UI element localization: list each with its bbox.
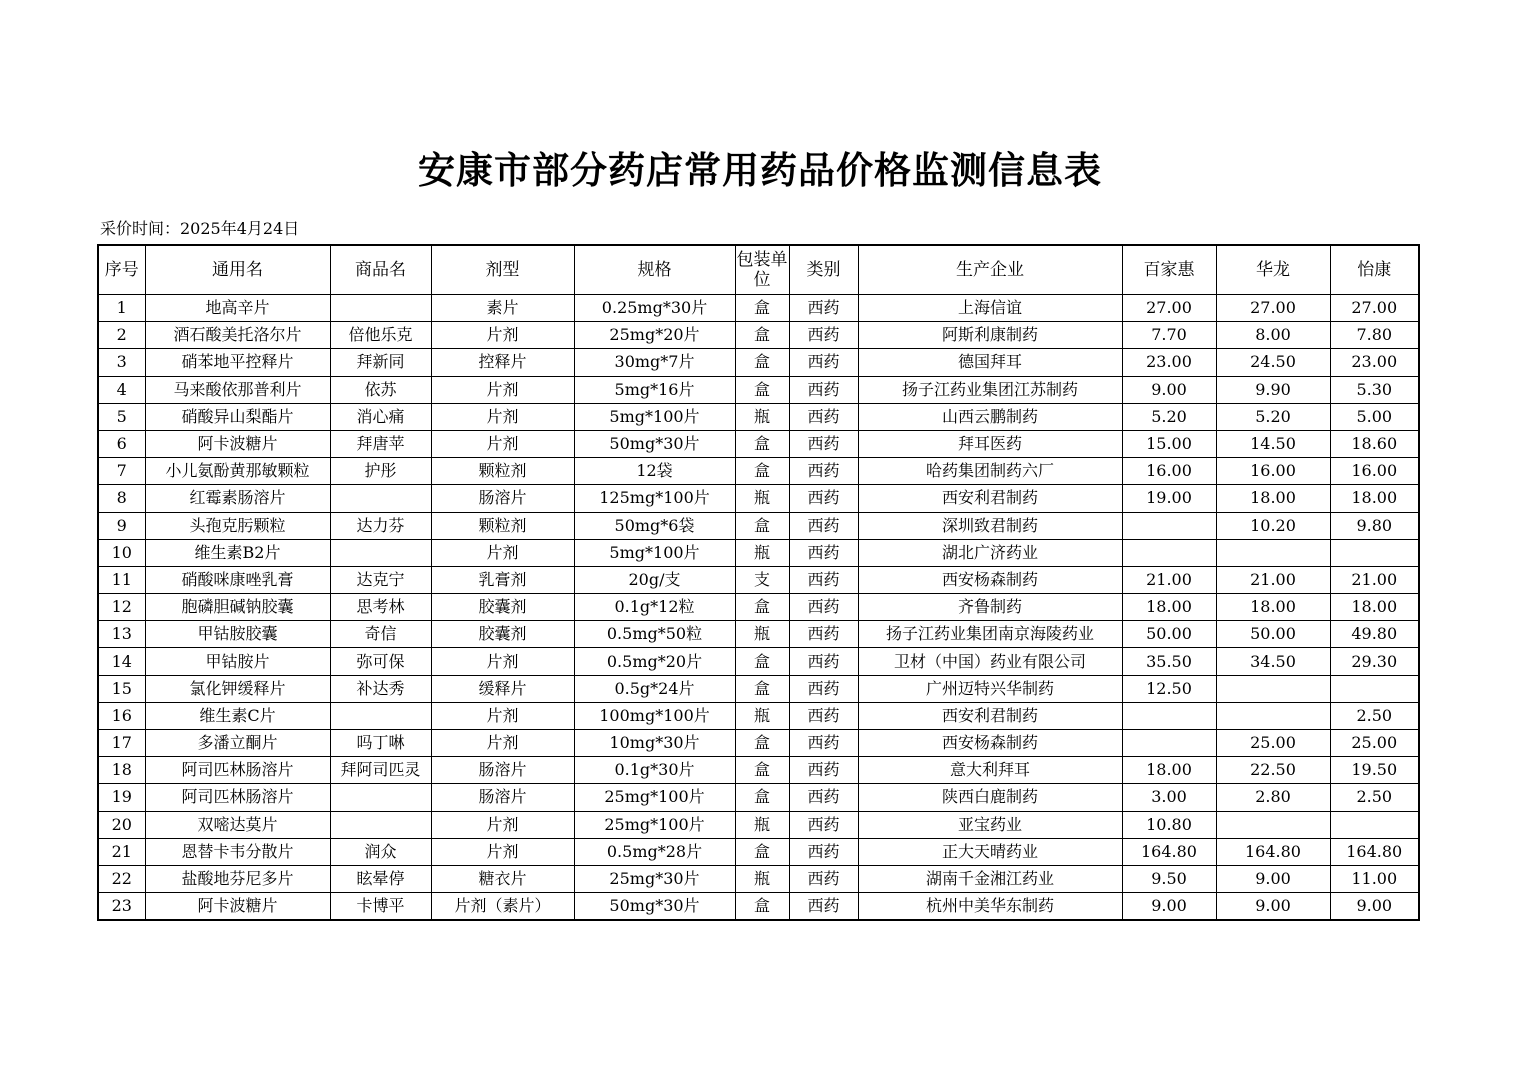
- cell-brand-name: [330, 485, 431, 512]
- cell-dosage-form: 颗粒剂: [431, 512, 574, 539]
- cell-price-hualong: 9.90: [1216, 376, 1330, 403]
- cell-price-baijiahui: 5.20: [1122, 403, 1216, 430]
- cell-price-baijiahui: 21.00: [1122, 566, 1216, 593]
- cell-specification: 0.1g*30片: [574, 757, 735, 784]
- cell-category: 西药: [789, 295, 858, 322]
- cell-generic-name: 多潘立酮片: [145, 730, 330, 757]
- cell-price-hualong: [1216, 702, 1330, 729]
- cell-generic-name: 阿司匹林肠溶片: [145, 757, 330, 784]
- cell-dosage-form: 糖衣片: [431, 865, 574, 892]
- table-row: [98, 322, 1419, 349]
- cell-index: 17: [98, 730, 145, 757]
- cell-price-hualong: 24.50: [1216, 349, 1330, 376]
- table-row: [98, 403, 1419, 430]
- cell-price-yikang: 23.00: [1330, 349, 1419, 376]
- cell-price-baijiahui: 27.00: [1122, 295, 1216, 322]
- cell-brand-name: 倍他乐克: [330, 322, 431, 349]
- table-row: [98, 675, 1419, 702]
- cell-manufacturer: 哈药集团制药六厂: [858, 458, 1122, 485]
- cell-category: 西药: [789, 893, 858, 921]
- cell-generic-name: 维生素C片: [145, 702, 330, 729]
- cell-price-yikang: 21.00: [1330, 566, 1419, 593]
- cell-price-baijiahui: 12.50: [1122, 675, 1216, 702]
- cell-dosage-form: 片剂: [431, 648, 574, 675]
- header-brand-name: 商品名: [330, 245, 431, 295]
- header-category: 类别: [789, 245, 858, 295]
- cell-price-yikang: 2.50: [1330, 702, 1419, 729]
- cell-brand-name: 达力芬: [330, 512, 431, 539]
- cell-category: 西药: [789, 376, 858, 403]
- cell-index: 11: [98, 566, 145, 593]
- cell-price-yikang: 18.00: [1330, 594, 1419, 621]
- cell-generic-name: 维生素B2片: [145, 539, 330, 566]
- cell-price-baijiahui: 164.80: [1122, 838, 1216, 865]
- cell-price-hualong: 18.00: [1216, 594, 1330, 621]
- cell-manufacturer: 杭州中美华东制药: [858, 893, 1122, 921]
- cell-package-unit: 盒: [735, 512, 789, 539]
- cell-index: 19: [98, 784, 145, 811]
- cell-index: 13: [98, 621, 145, 648]
- table-row: [98, 539, 1419, 566]
- cell-manufacturer: 湖南千金湘江药业: [858, 865, 1122, 892]
- cell-generic-name: 恩替卡韦分散片: [145, 838, 330, 865]
- cell-manufacturer: 陕西白鹿制药: [858, 784, 1122, 811]
- cell-dosage-form: 片剂: [431, 539, 574, 566]
- cell-specification: 0.5mg*20片: [574, 648, 735, 675]
- cell-price-yikang: 49.80: [1330, 621, 1419, 648]
- cell-price-yikang: 7.80: [1330, 322, 1419, 349]
- cell-category: 西药: [789, 648, 858, 675]
- cell-price-yikang: 5.30: [1330, 376, 1419, 403]
- cell-price-baijiahui: 15.00: [1122, 430, 1216, 457]
- header-generic-name: 通用名: [145, 245, 330, 295]
- cell-generic-name: 甲钴胺片: [145, 648, 330, 675]
- cell-price-baijiahui: [1122, 730, 1216, 757]
- cell-brand-name: 卡博平: [330, 893, 431, 921]
- cell-price-yikang: 27.00: [1330, 295, 1419, 322]
- cell-category: 西药: [789, 458, 858, 485]
- cell-index: 21: [98, 838, 145, 865]
- cell-category: 西药: [789, 865, 858, 892]
- cell-manufacturer: 山西云鹏制药: [858, 403, 1122, 430]
- cell-manufacturer: 亚宝药业: [858, 811, 1122, 838]
- cell-specification: 10mg*30片: [574, 730, 735, 757]
- cell-price-baijiahui: [1122, 702, 1216, 729]
- cell-generic-name: 红霉素肠溶片: [145, 485, 330, 512]
- table-row: [98, 485, 1419, 512]
- cell-dosage-form: 片剂: [431, 376, 574, 403]
- cell-dosage-form: 片剂: [431, 322, 574, 349]
- cell-index: 7: [98, 458, 145, 485]
- cell-specification: 0.5mg*28片: [574, 838, 735, 865]
- header-specification: 规格: [574, 245, 735, 295]
- cell-generic-name: 酒石酸美托洛尔片: [145, 322, 330, 349]
- cell-package-unit: 盒: [735, 757, 789, 784]
- cell-index: 2: [98, 322, 145, 349]
- cell-brand-name: [330, 539, 431, 566]
- cell-manufacturer: 西安杨森制药: [858, 566, 1122, 593]
- cell-package-unit: 盒: [735, 322, 789, 349]
- cell-category: 西药: [789, 784, 858, 811]
- cell-price-yikang: [1330, 675, 1419, 702]
- cell-generic-name: 双嘧达莫片: [145, 811, 330, 838]
- cell-package-unit: 盒: [735, 376, 789, 403]
- cell-price-baijiahui: 9.00: [1122, 893, 1216, 921]
- cell-category: 西药: [789, 757, 858, 784]
- cell-price-yikang: 5.00: [1330, 403, 1419, 430]
- cell-package-unit: 瓶: [735, 403, 789, 430]
- cell-price-baijiahui: 3.00: [1122, 784, 1216, 811]
- cell-dosage-form: 颗粒剂: [431, 458, 574, 485]
- cell-generic-name: 硝酸咪康唑乳膏: [145, 566, 330, 593]
- cell-price-baijiahui: 18.00: [1122, 757, 1216, 784]
- table-row: [98, 458, 1419, 485]
- header-manufacturer: 生产企业: [858, 245, 1122, 295]
- cell-category: 西药: [789, 485, 858, 512]
- cell-category: 西药: [789, 512, 858, 539]
- cell-price-yikang: 19.50: [1330, 757, 1419, 784]
- cell-package-unit: 瓶: [735, 621, 789, 648]
- cell-brand-name: 奇信: [330, 621, 431, 648]
- table-body: [98, 295, 1419, 921]
- header-index: 序号: [98, 245, 145, 295]
- cell-category: 西药: [789, 811, 858, 838]
- cell-manufacturer: 扬子江药业集团南京海陵药业: [858, 621, 1122, 648]
- cell-brand-name: 弥可保: [330, 648, 431, 675]
- cell-dosage-form: 胶囊剂: [431, 621, 574, 648]
- cell-price-yikang: 18.00: [1330, 485, 1419, 512]
- cell-category: 西药: [789, 838, 858, 865]
- cell-specification: 25mg*20片: [574, 322, 735, 349]
- cell-price-baijiahui: 9.00: [1122, 376, 1216, 403]
- cell-price-hualong: 50.00: [1216, 621, 1330, 648]
- cell-specification: 0.25mg*30片: [574, 295, 735, 322]
- cell-price-baijiahui: 19.00: [1122, 485, 1216, 512]
- cell-specification: 25mg*100片: [574, 784, 735, 811]
- cell-package-unit: 盒: [735, 594, 789, 621]
- cell-package-unit: 瓶: [735, 865, 789, 892]
- cell-manufacturer: 湖北广济药业: [858, 539, 1122, 566]
- cell-index: 6: [98, 430, 145, 457]
- cell-generic-name: 地高辛片: [145, 295, 330, 322]
- cell-index: 23: [98, 893, 145, 921]
- cell-price-hualong: 21.00: [1216, 566, 1330, 593]
- cell-package-unit: 瓶: [735, 539, 789, 566]
- cell-category: 西药: [789, 675, 858, 702]
- cell-price-hualong: [1216, 811, 1330, 838]
- cell-brand-name: 达克宁: [330, 566, 431, 593]
- cell-price-hualong: 18.00: [1216, 485, 1330, 512]
- table-row: [98, 648, 1419, 675]
- cell-brand-name: [330, 702, 431, 729]
- cell-package-unit: 盒: [735, 893, 789, 921]
- cell-brand-name: 依苏: [330, 376, 431, 403]
- table-row: [98, 566, 1419, 593]
- table-row: [98, 811, 1419, 838]
- cell-brand-name: 拜阿司匹灵: [330, 757, 431, 784]
- cell-price-baijiahui: 16.00: [1122, 458, 1216, 485]
- cell-package-unit: 盒: [735, 784, 789, 811]
- cell-price-hualong: 27.00: [1216, 295, 1330, 322]
- cell-package-unit: 盒: [735, 838, 789, 865]
- cell-specification: 12袋: [574, 458, 735, 485]
- cell-index: 14: [98, 648, 145, 675]
- cell-index: 20: [98, 811, 145, 838]
- cell-price-baijiahui: 35.50: [1122, 648, 1216, 675]
- cell-specification: 5mg*100片: [574, 539, 735, 566]
- cell-price-hualong: 14.50: [1216, 430, 1330, 457]
- cell-price-hualong: 25.00: [1216, 730, 1330, 757]
- cell-dosage-form: 肠溶片: [431, 485, 574, 512]
- cell-manufacturer: 西安利君制药: [858, 702, 1122, 729]
- cell-category: 西药: [789, 403, 858, 430]
- cell-price-baijiahui: 18.00: [1122, 594, 1216, 621]
- page-title: 安康市部分药店常用药品价格监测信息表: [418, 148, 1102, 192]
- table-header-row: [98, 245, 1419, 295]
- cell-price-baijiahui: 50.00: [1122, 621, 1216, 648]
- cell-index: 16: [98, 702, 145, 729]
- cell-generic-name: 阿司匹林肠溶片: [145, 784, 330, 811]
- cell-dosage-form: 片剂: [431, 838, 574, 865]
- cell-dosage-form: 肠溶片: [431, 784, 574, 811]
- cell-category: 西药: [789, 730, 858, 757]
- table-row: [98, 730, 1419, 757]
- cell-specification: 5mg*16片: [574, 376, 735, 403]
- drug-price-table: [97, 244, 1420, 921]
- cell-package-unit: 盒: [735, 648, 789, 675]
- cell-price-hualong: 10.20: [1216, 512, 1330, 539]
- cell-index: 3: [98, 349, 145, 376]
- cell-package-unit: 盒: [735, 458, 789, 485]
- cell-dosage-form: 片剂: [431, 403, 574, 430]
- cell-category: 西药: [789, 702, 858, 729]
- cell-dosage-form: 肠溶片: [431, 757, 574, 784]
- cell-specification: 100mg*100片: [574, 702, 735, 729]
- cell-index: 8: [98, 485, 145, 512]
- cell-brand-name: 补达秀: [330, 675, 431, 702]
- cell-dosage-form: 片剂: [431, 430, 574, 457]
- cell-manufacturer: 上海信谊: [858, 295, 1122, 322]
- table-row: [98, 430, 1419, 457]
- cell-price-hualong: 164.80: [1216, 838, 1330, 865]
- cell-dosage-form: 控释片: [431, 349, 574, 376]
- cell-index: 10: [98, 539, 145, 566]
- cell-generic-name: 硝苯地平控释片: [145, 349, 330, 376]
- cell-manufacturer: 广州迈特兴华制药: [858, 675, 1122, 702]
- cell-generic-name: 胞磷胆碱钠胶囊: [145, 594, 330, 621]
- header-store-baijiahui: 百家惠: [1122, 245, 1216, 295]
- cell-brand-name: 吗丁啉: [330, 730, 431, 757]
- cell-specification: 5mg*100片: [574, 403, 735, 430]
- cell-dosage-form: 片剂: [431, 702, 574, 729]
- cell-generic-name: 氯化钾缓释片: [145, 675, 330, 702]
- cell-specification: 0.1g*12粒: [574, 594, 735, 621]
- cell-dosage-form: 片剂: [431, 811, 574, 838]
- cell-brand-name: 思考林: [330, 594, 431, 621]
- cell-dosage-form: 片剂（素片）: [431, 893, 574, 921]
- cell-specification: 125mg*100片: [574, 485, 735, 512]
- table-row: [98, 512, 1419, 539]
- cell-index: 4: [98, 376, 145, 403]
- cell-category: 西药: [789, 594, 858, 621]
- cell-price-hualong: [1216, 539, 1330, 566]
- cell-package-unit: 瓶: [735, 702, 789, 729]
- cell-specification: 20g/支: [574, 566, 735, 593]
- cell-price-yikang: 25.00: [1330, 730, 1419, 757]
- cell-price-hualong: [1216, 675, 1330, 702]
- cell-generic-name: 头孢克肟颗粒: [145, 512, 330, 539]
- cell-index: 9: [98, 512, 145, 539]
- cell-dosage-form: 片剂: [431, 730, 574, 757]
- cell-price-hualong: 22.50: [1216, 757, 1330, 784]
- cell-package-unit: 瓶: [735, 811, 789, 838]
- cell-specification: 50mg*30片: [574, 893, 735, 921]
- cell-specification: 25mg*30片: [574, 865, 735, 892]
- cell-manufacturer: 拜耳医药: [858, 430, 1122, 457]
- cell-generic-name: 硝酸异山梨酯片: [145, 403, 330, 430]
- cell-manufacturer: 阿斯利康制药: [858, 322, 1122, 349]
- table-row: [98, 295, 1419, 322]
- cell-category: 西药: [789, 322, 858, 349]
- table-row: [98, 757, 1419, 784]
- cell-manufacturer: 正大天晴药业: [858, 838, 1122, 865]
- cell-dosage-form: 乳膏剂: [431, 566, 574, 593]
- table-row: [98, 865, 1419, 892]
- cell-price-yikang: 164.80: [1330, 838, 1419, 865]
- cell-price-yikang: [1330, 811, 1419, 838]
- cell-price-hualong: 9.00: [1216, 893, 1330, 921]
- cell-price-hualong: 9.00: [1216, 865, 1330, 892]
- cell-package-unit: 盒: [735, 675, 789, 702]
- cell-generic-name: 阿卡波糖片: [145, 430, 330, 457]
- cell-index: 1: [98, 295, 145, 322]
- cell-price-hualong: 2.80: [1216, 784, 1330, 811]
- cell-dosage-form: 缓释片: [431, 675, 574, 702]
- cell-package-unit: 瓶: [735, 485, 789, 512]
- cell-category: 西药: [789, 621, 858, 648]
- cell-manufacturer: 深圳致君制药: [858, 512, 1122, 539]
- cell-price-yikang: 9.00: [1330, 893, 1419, 921]
- price-date-label: 采价时间：2025年4月24日: [100, 219, 300, 238]
- cell-brand-name: 润众: [330, 838, 431, 865]
- cell-brand-name: [330, 295, 431, 322]
- header-store-yikang: 怡康: [1330, 245, 1419, 295]
- table-row: [98, 893, 1419, 921]
- cell-brand-name: 眩晕停: [330, 865, 431, 892]
- cell-generic-name: 甲钴胺胶囊: [145, 621, 330, 648]
- cell-dosage-form: 素片: [431, 295, 574, 322]
- cell-index: 5: [98, 403, 145, 430]
- cell-category: 西药: [789, 566, 858, 593]
- cell-manufacturer: 西安杨森制药: [858, 730, 1122, 757]
- cell-package-unit: 盒: [735, 349, 789, 376]
- cell-price-baijiahui: [1122, 512, 1216, 539]
- cell-price-hualong: 5.20: [1216, 403, 1330, 430]
- cell-price-yikang: 29.30: [1330, 648, 1419, 675]
- cell-category: 西药: [789, 539, 858, 566]
- cell-brand-name: 拜新同: [330, 349, 431, 376]
- cell-package-unit: 盒: [735, 430, 789, 457]
- header-package-unit: 包装单位: [735, 245, 789, 295]
- cell-index: 15: [98, 675, 145, 702]
- cell-index: 12: [98, 594, 145, 621]
- cell-generic-name: 小儿氨酚黄那敏颗粒: [145, 458, 330, 485]
- cell-price-hualong: 34.50: [1216, 648, 1330, 675]
- cell-price-baijiahui: 10.80: [1122, 811, 1216, 838]
- cell-price-baijiahui: 7.70: [1122, 322, 1216, 349]
- table-row: [98, 784, 1419, 811]
- cell-package-unit: 盒: [735, 730, 789, 757]
- cell-price-yikang: 18.60: [1330, 430, 1419, 457]
- cell-manufacturer: 扬子江药业集团江苏制药: [858, 376, 1122, 403]
- cell-price-baijiahui: 9.50: [1122, 865, 1216, 892]
- cell-manufacturer: 意大利拜耳: [858, 757, 1122, 784]
- cell-dosage-form: 胶囊剂: [431, 594, 574, 621]
- cell-manufacturer: 卫材（中国）药业有限公司: [858, 648, 1122, 675]
- table-row: [98, 702, 1419, 729]
- cell-brand-name: [330, 811, 431, 838]
- table-row: [98, 594, 1419, 621]
- cell-generic-name: 马来酸依那普利片: [145, 376, 330, 403]
- table-row: [98, 621, 1419, 648]
- cell-manufacturer: 齐鲁制药: [858, 594, 1122, 621]
- cell-price-yikang: 2.50: [1330, 784, 1419, 811]
- header-store-hualong: 华龙: [1216, 245, 1330, 295]
- cell-manufacturer: 德国拜耳: [858, 349, 1122, 376]
- cell-index: 22: [98, 865, 145, 892]
- cell-manufacturer: 西安利君制药: [858, 485, 1122, 512]
- cell-category: 西药: [789, 349, 858, 376]
- cell-price-yikang: 11.00: [1330, 865, 1419, 892]
- cell-package-unit: 支: [735, 566, 789, 593]
- cell-specification: 0.5g*24片: [574, 675, 735, 702]
- cell-generic-name: 盐酸地芬尼多片: [145, 865, 330, 892]
- table-row: [98, 349, 1419, 376]
- cell-price-hualong: 8.00: [1216, 322, 1330, 349]
- cell-package-unit: 盒: [735, 295, 789, 322]
- cell-price-yikang: 16.00: [1330, 458, 1419, 485]
- cell-specification: 0.5mg*50粒: [574, 621, 735, 648]
- cell-generic-name: 阿卡波糖片: [145, 893, 330, 921]
- cell-specification: 50mg*6袋: [574, 512, 735, 539]
- cell-brand-name: [330, 784, 431, 811]
- cell-price-yikang: 9.80: [1330, 512, 1419, 539]
- cell-price-yikang: [1330, 539, 1419, 566]
- table-row: [98, 838, 1419, 865]
- cell-specification: 25mg*100片: [574, 811, 735, 838]
- table-row: [98, 376, 1419, 403]
- cell-brand-name: 消心痛: [330, 403, 431, 430]
- cell-brand-name: 护彤: [330, 458, 431, 485]
- cell-price-baijiahui: [1122, 539, 1216, 566]
- cell-price-hualong: 16.00: [1216, 458, 1330, 485]
- cell-specification: 50mg*30片: [574, 430, 735, 457]
- cell-category: 西药: [789, 430, 858, 457]
- header-dosage-form: 剂型: [431, 245, 574, 295]
- cell-brand-name: 拜唐苹: [330, 430, 431, 457]
- cell-specification: 30mg*7片: [574, 349, 735, 376]
- cell-price-baijiahui: 23.00: [1122, 349, 1216, 376]
- cell-index: 18: [98, 757, 145, 784]
